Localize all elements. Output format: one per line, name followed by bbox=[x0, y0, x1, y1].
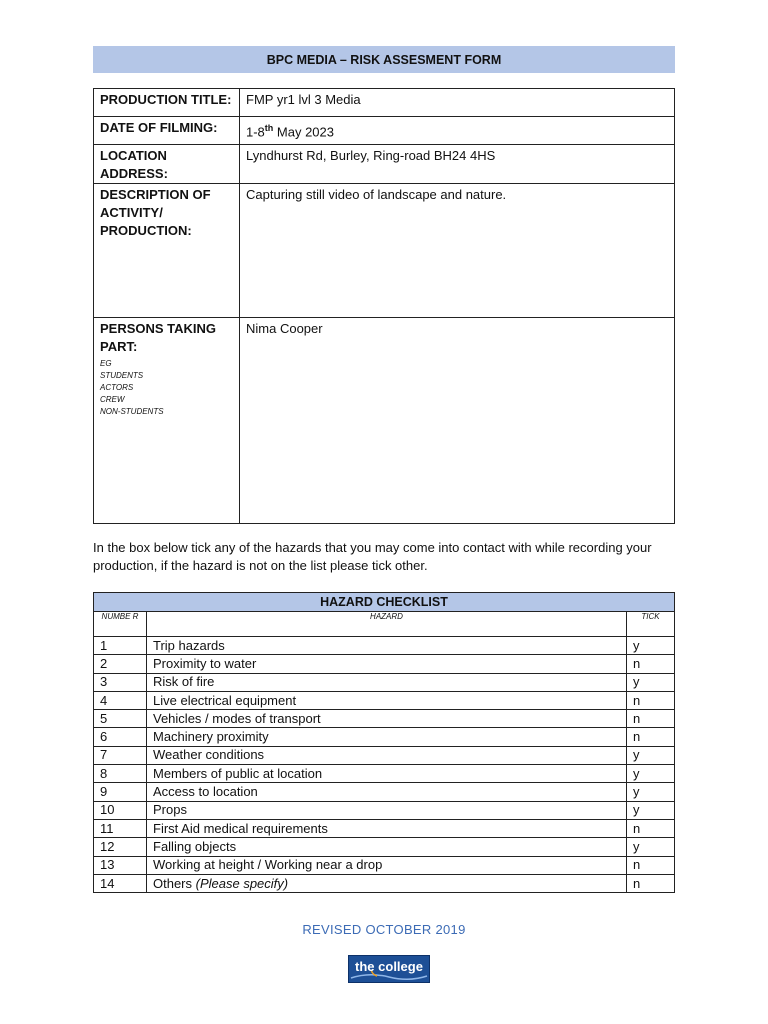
hazard-name: Weather conditions bbox=[147, 746, 627, 764]
example-non-students: NON-STUDENTS bbox=[100, 407, 164, 416]
hazard-name: Vehicles / modes of transport bbox=[147, 710, 627, 728]
persons-label: PERSONS TAKING PART: bbox=[100, 321, 217, 354]
persons-examples bbox=[100, 358, 233, 418]
persons-label-cell bbox=[94, 318, 240, 524]
instructions-text: In the box below tick any of the hazards that you may come into contact with while recording your production, if the hazard is not on the list please tick other. bbox=[93, 540, 652, 573]
hazard-name: Falling objects bbox=[147, 838, 627, 856]
hazard-name: Props bbox=[147, 801, 627, 819]
college-logo-graphic bbox=[349, 956, 429, 982]
example-students: STUDENTS bbox=[100, 371, 144, 380]
table-row bbox=[94, 673, 675, 691]
hazard-number: 12 bbox=[94, 838, 147, 856]
production-info-table bbox=[93, 88, 675, 524]
hazard-number: 14 bbox=[94, 874, 147, 892]
hazard-tick[interactable]: y bbox=[627, 746, 675, 764]
hazard-name: Working at height / Working near a drop bbox=[147, 856, 627, 874]
hazard-tick[interactable]: y bbox=[627, 765, 675, 783]
hazard-tick[interactable]: y bbox=[627, 673, 675, 691]
table-row bbox=[94, 746, 675, 764]
hazard-tick[interactable]: n bbox=[627, 728, 675, 746]
hazard-number: 3 bbox=[94, 673, 147, 691]
hazard-tick[interactable]: n bbox=[627, 710, 675, 728]
location-label: LOCATION ADDRESS: bbox=[94, 145, 240, 184]
table-row bbox=[94, 783, 675, 801]
hazard-number: 4 bbox=[94, 691, 147, 709]
logo-text: the college bbox=[355, 959, 423, 974]
hazard-tick[interactable]: n bbox=[627, 874, 675, 892]
location-value[interactable]: Lyndhurst Rd, Burley, Ring-road BH24 4HS bbox=[240, 145, 675, 184]
hazard-number: 11 bbox=[94, 819, 147, 837]
table-row bbox=[94, 856, 675, 874]
description-label: DESCRIPTION OF ACTIVITY/ PRODUCTION: bbox=[94, 184, 240, 318]
description-value[interactable]: Capturing still video of landscape and nature. bbox=[240, 184, 675, 318]
hazard-number: 1 bbox=[94, 637, 147, 655]
hazard-name: Proximity to water bbox=[147, 655, 627, 673]
hazard-number: 7 bbox=[94, 746, 147, 764]
persons-value[interactable]: Nima Cooper bbox=[240, 318, 675, 524]
date-label: DATE OF FILMING: bbox=[94, 117, 240, 145]
hazard-checklist-table bbox=[93, 592, 675, 893]
hazard-name: Members of public at location bbox=[147, 765, 627, 783]
hazard-number: 13 bbox=[94, 856, 147, 874]
hazard-number: 9 bbox=[94, 783, 147, 801]
production-title-label: PRODUCTION TITLE: bbox=[94, 89, 240, 117]
hazard-name: Access to location bbox=[147, 783, 627, 801]
hazard-tick[interactable]: n bbox=[627, 691, 675, 709]
hazard-tick[interactable]: y bbox=[627, 838, 675, 856]
table-row bbox=[94, 801, 675, 819]
table-row bbox=[94, 765, 675, 783]
hazard-name-cell bbox=[147, 874, 627, 892]
hazard-checklist-title: HAZARD CHECKLIST bbox=[94, 593, 675, 612]
col-tick-header: TICK bbox=[627, 612, 675, 637]
hazard-number: 2 bbox=[94, 655, 147, 673]
table-row bbox=[94, 874, 675, 892]
table-row bbox=[94, 710, 675, 728]
col-hazard-header: HAZARD bbox=[147, 612, 627, 637]
hazard-name: First Aid medical requirements bbox=[147, 819, 627, 837]
hazard-name: Machinery proximity bbox=[147, 728, 627, 746]
table-row bbox=[94, 637, 675, 655]
hazard-tick[interactable]: n bbox=[627, 655, 675, 673]
hazard-number: 8 bbox=[94, 765, 147, 783]
hazard-tick[interactable]: n bbox=[627, 856, 675, 874]
hazard-tick[interactable]: y bbox=[627, 637, 675, 655]
hazard-name: Live electrical equipment bbox=[147, 691, 627, 709]
hazard-name: Trip hazards bbox=[147, 637, 627, 655]
hazard-note: (Please specify) bbox=[195, 875, 289, 891]
col-number-header: NUMBE R bbox=[94, 612, 147, 637]
example-crew: CREW bbox=[100, 395, 125, 404]
table-row bbox=[94, 819, 675, 837]
example-eg: EG bbox=[100, 359, 112, 368]
hazard-tick[interactable]: y bbox=[627, 783, 675, 801]
production-title-value[interactable]: FMP yr1 lvl 3 Media bbox=[240, 89, 675, 117]
table-row bbox=[94, 838, 675, 856]
table-row bbox=[94, 655, 675, 673]
date-value[interactable]: 1-8th May 2023 bbox=[240, 117, 675, 145]
hazard-number: 10 bbox=[94, 801, 147, 819]
hazard-tick[interactable]: y bbox=[627, 801, 675, 819]
hazard-name: Risk of fire bbox=[147, 673, 627, 691]
hazard-number: 5 bbox=[94, 710, 147, 728]
hazard-tick[interactable]: n bbox=[627, 819, 675, 837]
hazard-number: 6 bbox=[94, 728, 147, 746]
example-actors: ACTORS bbox=[100, 383, 134, 392]
revised-date: REVISED OCTOBER 2019 bbox=[302, 922, 466, 937]
table-row bbox=[94, 728, 675, 746]
form-title: BPC MEDIA – RISK ASSESMENT FORM bbox=[93, 46, 675, 73]
hazard-name: Others bbox=[153, 875, 193, 891]
college-logo bbox=[348, 955, 430, 983]
table-row bbox=[94, 691, 675, 709]
